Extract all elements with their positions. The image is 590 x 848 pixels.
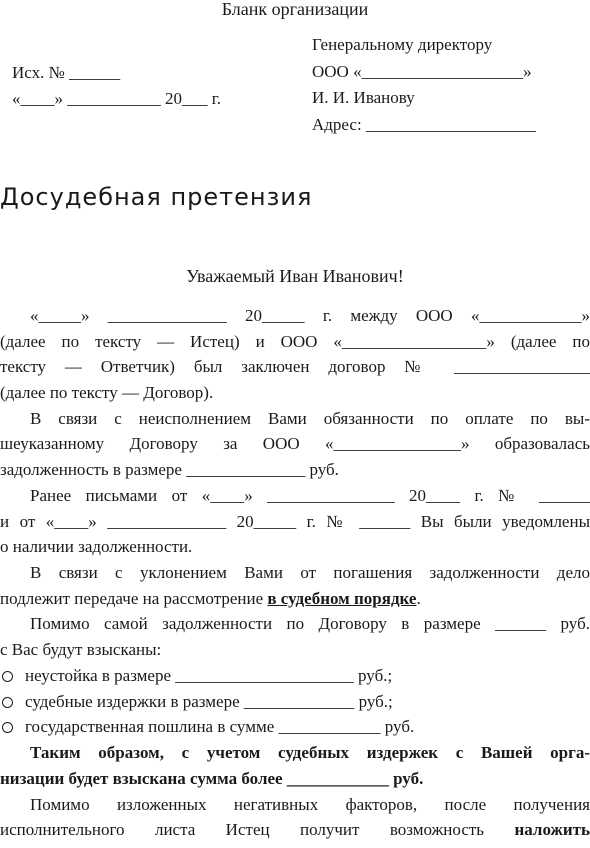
paragraph-line: Помимо изложенных негативных факторов, после получения <box>30 795 590 814</box>
paragraph-line: «_____» ______________ 20_____ г. между ООО «____________» <box>30 306 590 325</box>
paragraph-line <box>0 820 590 840</box>
paragraph-line: низации будет взыскана сумма более ____________ руб. <box>0 769 424 788</box>
list-item-text: неустойка в размере _____________________ руб.; <box>25 666 393 685</box>
paragraph-line: (далее по тексту — Договор). <box>0 383 214 402</box>
paragraph-line: с Вас будут взысканы: <box>0 640 162 659</box>
paragraph-line <box>0 589 421 609</box>
paragraph-text: . <box>416 589 421 608</box>
list-item <box>2 692 393 712</box>
paragraph-line: (далее по тексту — Истец) и ООО «_________________» (далее по <box>0 332 590 351</box>
paragraph-line: В связи с неисполнением Вами обязанности по оплате по вы- <box>30 409 590 428</box>
impose-emphasis: наложить <box>514 820 590 839</box>
paragraph-line: и от «____» ______________ 20_____ г. № ______ Вы были уведомлены <box>0 512 590 531</box>
circle-bullet-icon <box>2 671 13 682</box>
addressee-name: И. И. Иванову <box>312 88 415 107</box>
court-procedure-emphasis: в судебном порядке <box>267 589 417 608</box>
salutation: Уважаемый Иван Иванович! <box>186 266 404 286</box>
document-title: Досудебная претензия <box>0 183 313 211</box>
paragraph-line: о наличии задолженности. <box>0 537 193 556</box>
paragraph-line: задолженность в размере ______________ руб. <box>0 460 339 479</box>
paragraph-text: исполнительного листа Истец получит возможность <box>0 820 515 839</box>
paragraph-line: шеуказанному Договору за ООО «_______________» образовалась <box>0 434 590 453</box>
paragraph-line: В связи с уклонением Вами от погашения задолженности дело <box>30 563 590 582</box>
paragraph-line: Помимо самой задолженности по Договору в размере ______ руб. <box>30 614 590 633</box>
paragraph-line: тексту — Ответчик) был заключен договор № ________________ <box>0 357 590 376</box>
outgoing-date: «____» ___________ 20___ г. <box>12 89 222 108</box>
list-item <box>2 717 414 737</box>
paragraph-line: Таким образом, с учетом судебных издержек с Вашей орга- <box>30 743 590 762</box>
paragraph-text: подлежит передаче на рассмотрение <box>0 589 268 608</box>
circle-bullet-icon <box>2 722 13 733</box>
addressee-address: Адрес: ____________________ <box>312 115 536 134</box>
circle-bullet-icon <box>2 697 13 708</box>
addressee-position: Генеральному директору <box>312 35 493 54</box>
organization-letterhead-label: Бланк организации <box>221 0 369 19</box>
addressee-company: ООО «___________________» <box>312 62 532 81</box>
list-item-text: государственная пошлина в сумме ____________ руб. <box>25 717 415 736</box>
outgoing-number: Исх. № ______ <box>12 63 121 82</box>
list-item-text: судебные издержки в размере _____________ руб.; <box>25 692 393 711</box>
list-item <box>2 666 392 686</box>
paragraph-line: Ранее письмами от «____» _______________ 20____ г. № ______ <box>30 486 590 505</box>
